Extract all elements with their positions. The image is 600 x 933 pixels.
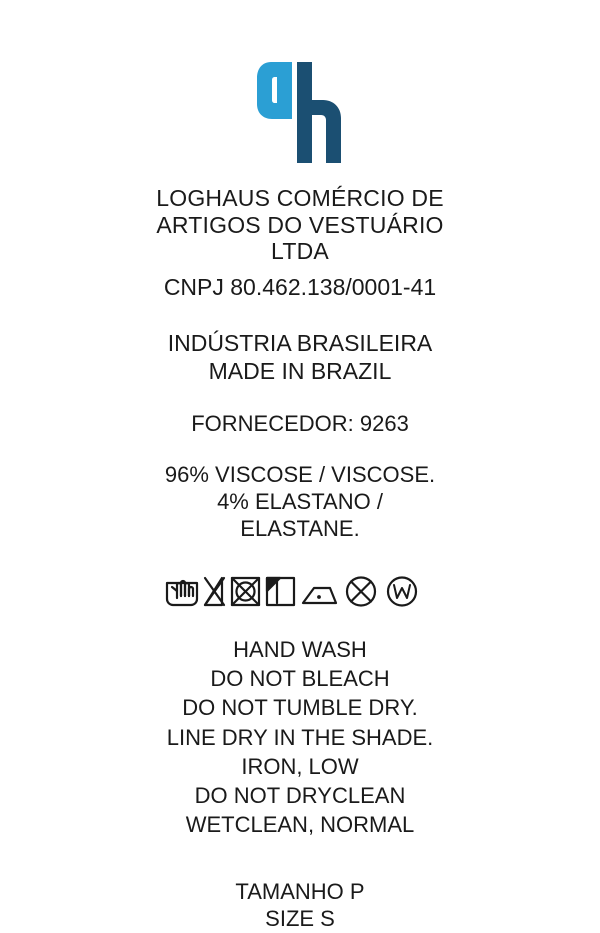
care-line-1: HAND WASH bbox=[233, 636, 367, 662]
care-line-6: DO NOT DRYCLEAN bbox=[194, 783, 406, 809]
care-line-2: DO NOT BLEACH bbox=[210, 666, 390, 692]
supplier-code: FORNECEDOR: 9263 bbox=[191, 410, 409, 436]
company-name-line3: LTDA bbox=[271, 238, 329, 265]
size-info bbox=[235, 878, 364, 933]
company-name bbox=[156, 185, 444, 265]
hand-wash-symbol bbox=[167, 581, 197, 605]
loghaus-logo bbox=[255, 60, 345, 165]
care-symbol-row bbox=[164, 569, 436, 615]
care-line-5: IRON, LOW bbox=[241, 753, 359, 779]
size-pt: TAMANHO P bbox=[235, 878, 365, 904]
care-line-4: LINE DRY IN THE SHADE. bbox=[166, 724, 434, 750]
company-name-line2: ARTIGOS DO VESTUÁRIO bbox=[156, 211, 444, 238]
care-line-3: DO NOT TUMBLE DRY. bbox=[182, 695, 418, 721]
wetclean-normal-symbol bbox=[388, 577, 416, 605]
composition-line1: 96% VISCOSE / VISCOSE. bbox=[164, 462, 436, 488]
origin-line-en: MADE IN BRAZIL bbox=[208, 357, 392, 384]
do-not-bleach-symbol bbox=[205, 578, 224, 605]
do-not-tumble-dry-symbol bbox=[232, 578, 259, 605]
line-dry-in-shade-symbol bbox=[267, 578, 294, 605]
composition-line3: ELASTANE. bbox=[240, 515, 360, 541]
fiber-composition bbox=[165, 462, 435, 542]
company-name-line1: LOGHAUS COMÉRCIO DE bbox=[156, 185, 444, 211]
iron-low-symbol bbox=[303, 588, 336, 603]
do-not-dryclean-symbol bbox=[347, 577, 375, 605]
composition-line2: 4% ELASTANO / bbox=[217, 489, 383, 515]
origin-info bbox=[168, 329, 433, 385]
company-cnpj: CNPJ 80.462.138/0001-41 bbox=[163, 274, 437, 301]
origin-line-pt: INDÚSTRIA BRASILEIRA bbox=[167, 329, 433, 356]
care-line-7: WETCLEAN, NORMAL bbox=[185, 812, 415, 838]
size-en: SIZE S bbox=[265, 906, 335, 932]
care-instructions bbox=[167, 635, 434, 840]
